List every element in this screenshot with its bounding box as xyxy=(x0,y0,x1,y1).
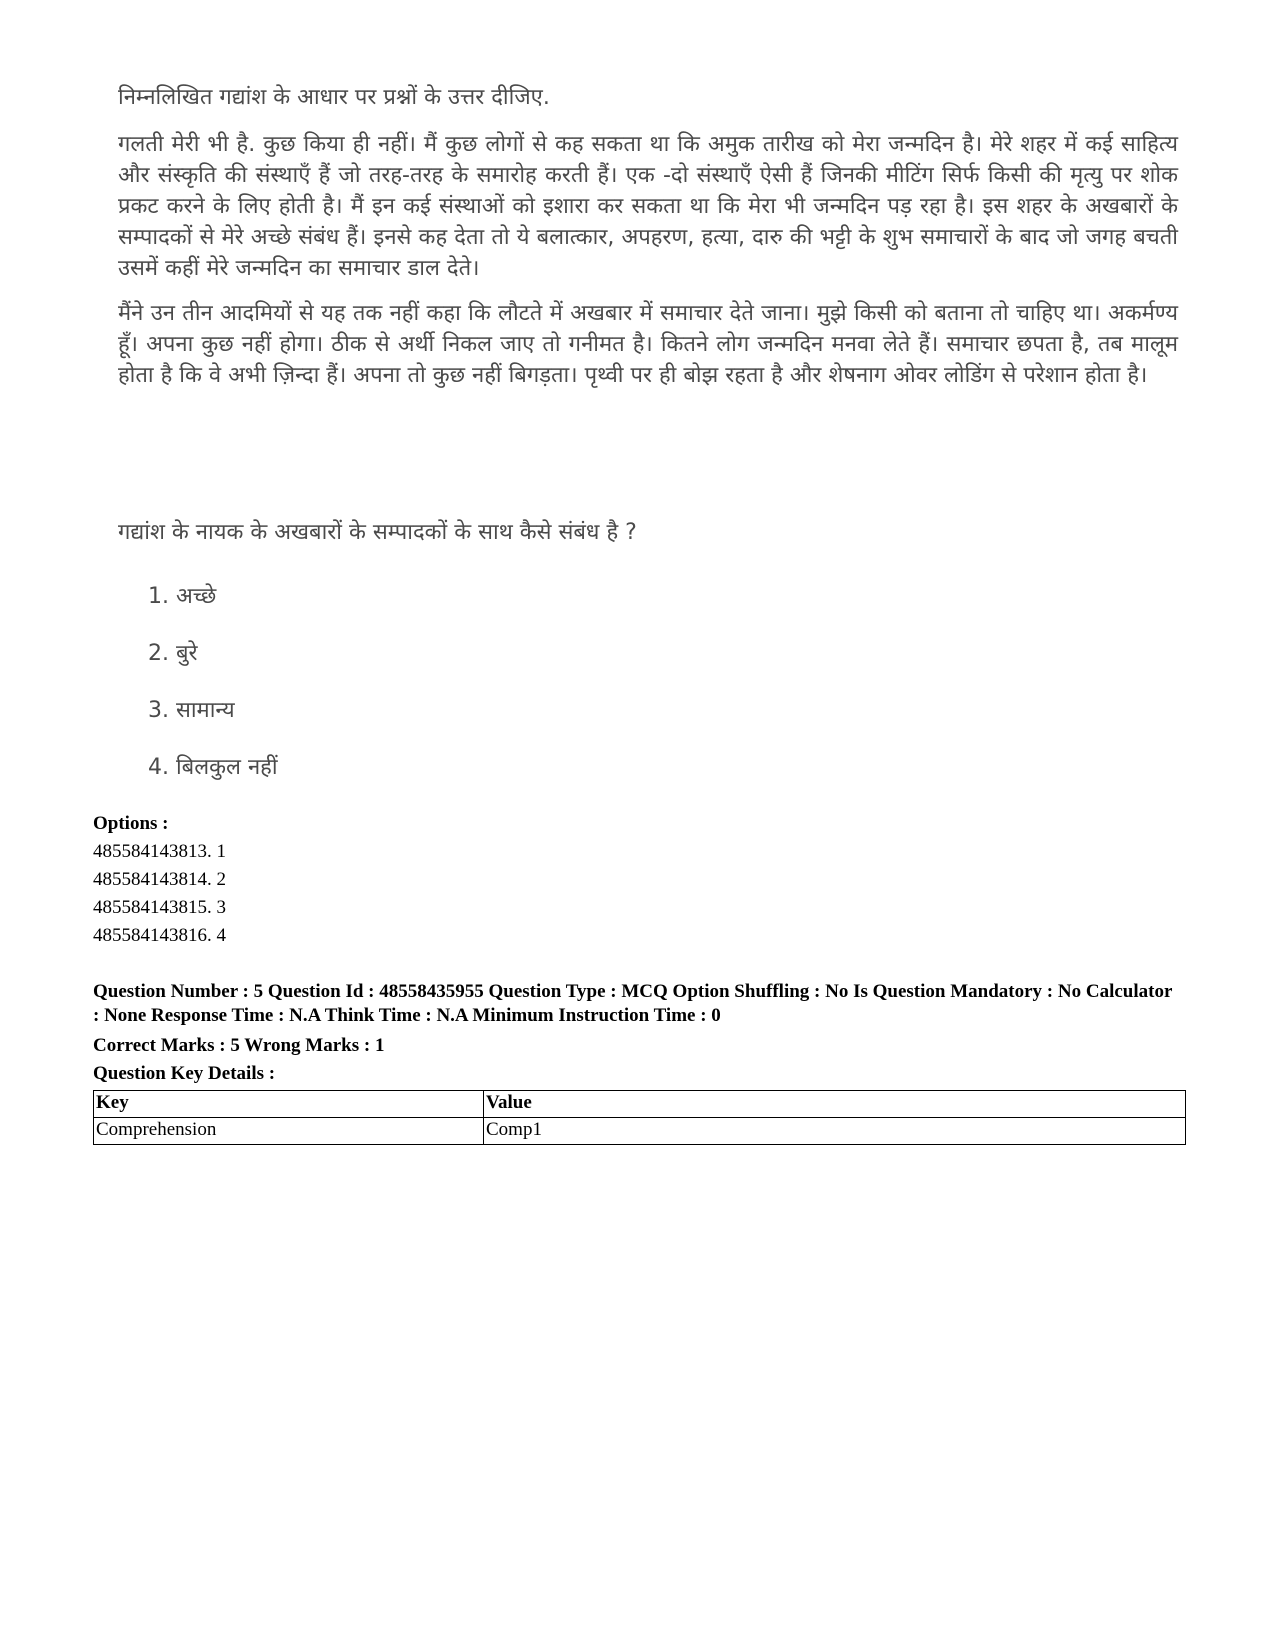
question-info-line: Question Number : 5 Question Id : 48558435955 Question Type : MCQ Option Shuffling : No Is Question Mandatory : No Calculator : None Response Time : N.A Think Time : N.A Minimum Instruction Time : 0 xyxy=(93,981,1173,1026)
question-option-1: 1. अच्छे xyxy=(148,584,217,609)
question-text: गद्यांश के नायक के अखबारों के सम्पादकों के साथ कैसे संबंध है ? xyxy=(118,520,637,545)
question-option-list xyxy=(148,582,278,810)
table-cell-key: Comprehension xyxy=(94,1118,484,1145)
option-id-1: 485584143813. 1 xyxy=(93,841,226,862)
marks-line: Correct Marks : 5 Wrong Marks : 1 xyxy=(93,1035,385,1056)
table-row xyxy=(94,1118,1186,1145)
passage-paragraph-2: मैंने उन तीन आदमियों से यह तक नहीं कहा कि लौटते में अखबार में समाचार देते जाना। मुझे किसी को बताना तो चाहिए था। अकर्मण्य हूँ। अपना कुछ नहीं होगा। ठीक से अर्थी निकल जाए तो गनीमत है। कितने लोग जन्मदिन मनवा लेते हैं। समाचार छपता है, तब मालूम होता है कि वे अभी ज़िन्दा हैं। अपना तो कुछ नहीं बिगड़ता। पृथ्वी पर ही बोझ रहता है और शेषनाग ओवर लोडिंग से परेशान होता है। xyxy=(118,301,1178,388)
table-header-key: Key xyxy=(94,1091,484,1118)
comprehension-passage xyxy=(118,82,1178,405)
key-details-table xyxy=(93,1090,1186,1145)
key-details-heading: Question Key Details : xyxy=(93,1063,276,1084)
option-id-4: 485584143816. 4 xyxy=(93,925,226,946)
passage-paragraph-1: गलती मेरी भी है. कुछ किया ही नहीं। मैं कुछ लोगों से कह सकता था कि अमुक तारीख को मेरा जन्मदिन है। मेरे शहर में कई साहित्य और संस्कृति की संस्थाएँ हैं जो तरह-तरह के समारोह करती हैं। एक -दो संस्थाएँ ऐसी हैं जिनकी मीटिंग सिर्फ किसी की मृत्यु पर शोक प्रकट करने के लिए होती है। मैं इन कई संस्थाओं को इशारा कर सकता था कि मेरा भी जन्मदिन पड़ रहा है। इस शहर के अखबारों के सम्पादकों से मेरे अच्छे संबंध हैं। इनसे कह देता तो ये बलात्कार, अपहरण, हत्या, दारु की भट्टी के शुभ समाचारों के बाद जो जगह बचती उसमें कहीं मेरे जन्मदिन का समाचार डाल देते। xyxy=(118,132,1178,281)
option-id-2: 485584143814. 2 xyxy=(93,869,226,890)
question-option-4: 4. बिलकुल नहीं xyxy=(148,755,278,780)
passage-instruction: निम्नलिखित गद्यांश के आधार पर प्रश्नों के उत्तर दीजिए. xyxy=(118,85,550,110)
options-heading: Options : xyxy=(93,813,169,834)
option-id-3: 485584143815. 3 xyxy=(93,897,226,918)
question-metadata xyxy=(93,810,1183,1145)
table-header-row xyxy=(94,1091,1186,1118)
question-option-3: 3. सामान्य xyxy=(148,698,235,723)
question-option-2: 2. बुरे xyxy=(148,641,198,666)
table-cell-value: Comp1 xyxy=(484,1118,1186,1145)
table-header-value: Value xyxy=(484,1091,1186,1118)
